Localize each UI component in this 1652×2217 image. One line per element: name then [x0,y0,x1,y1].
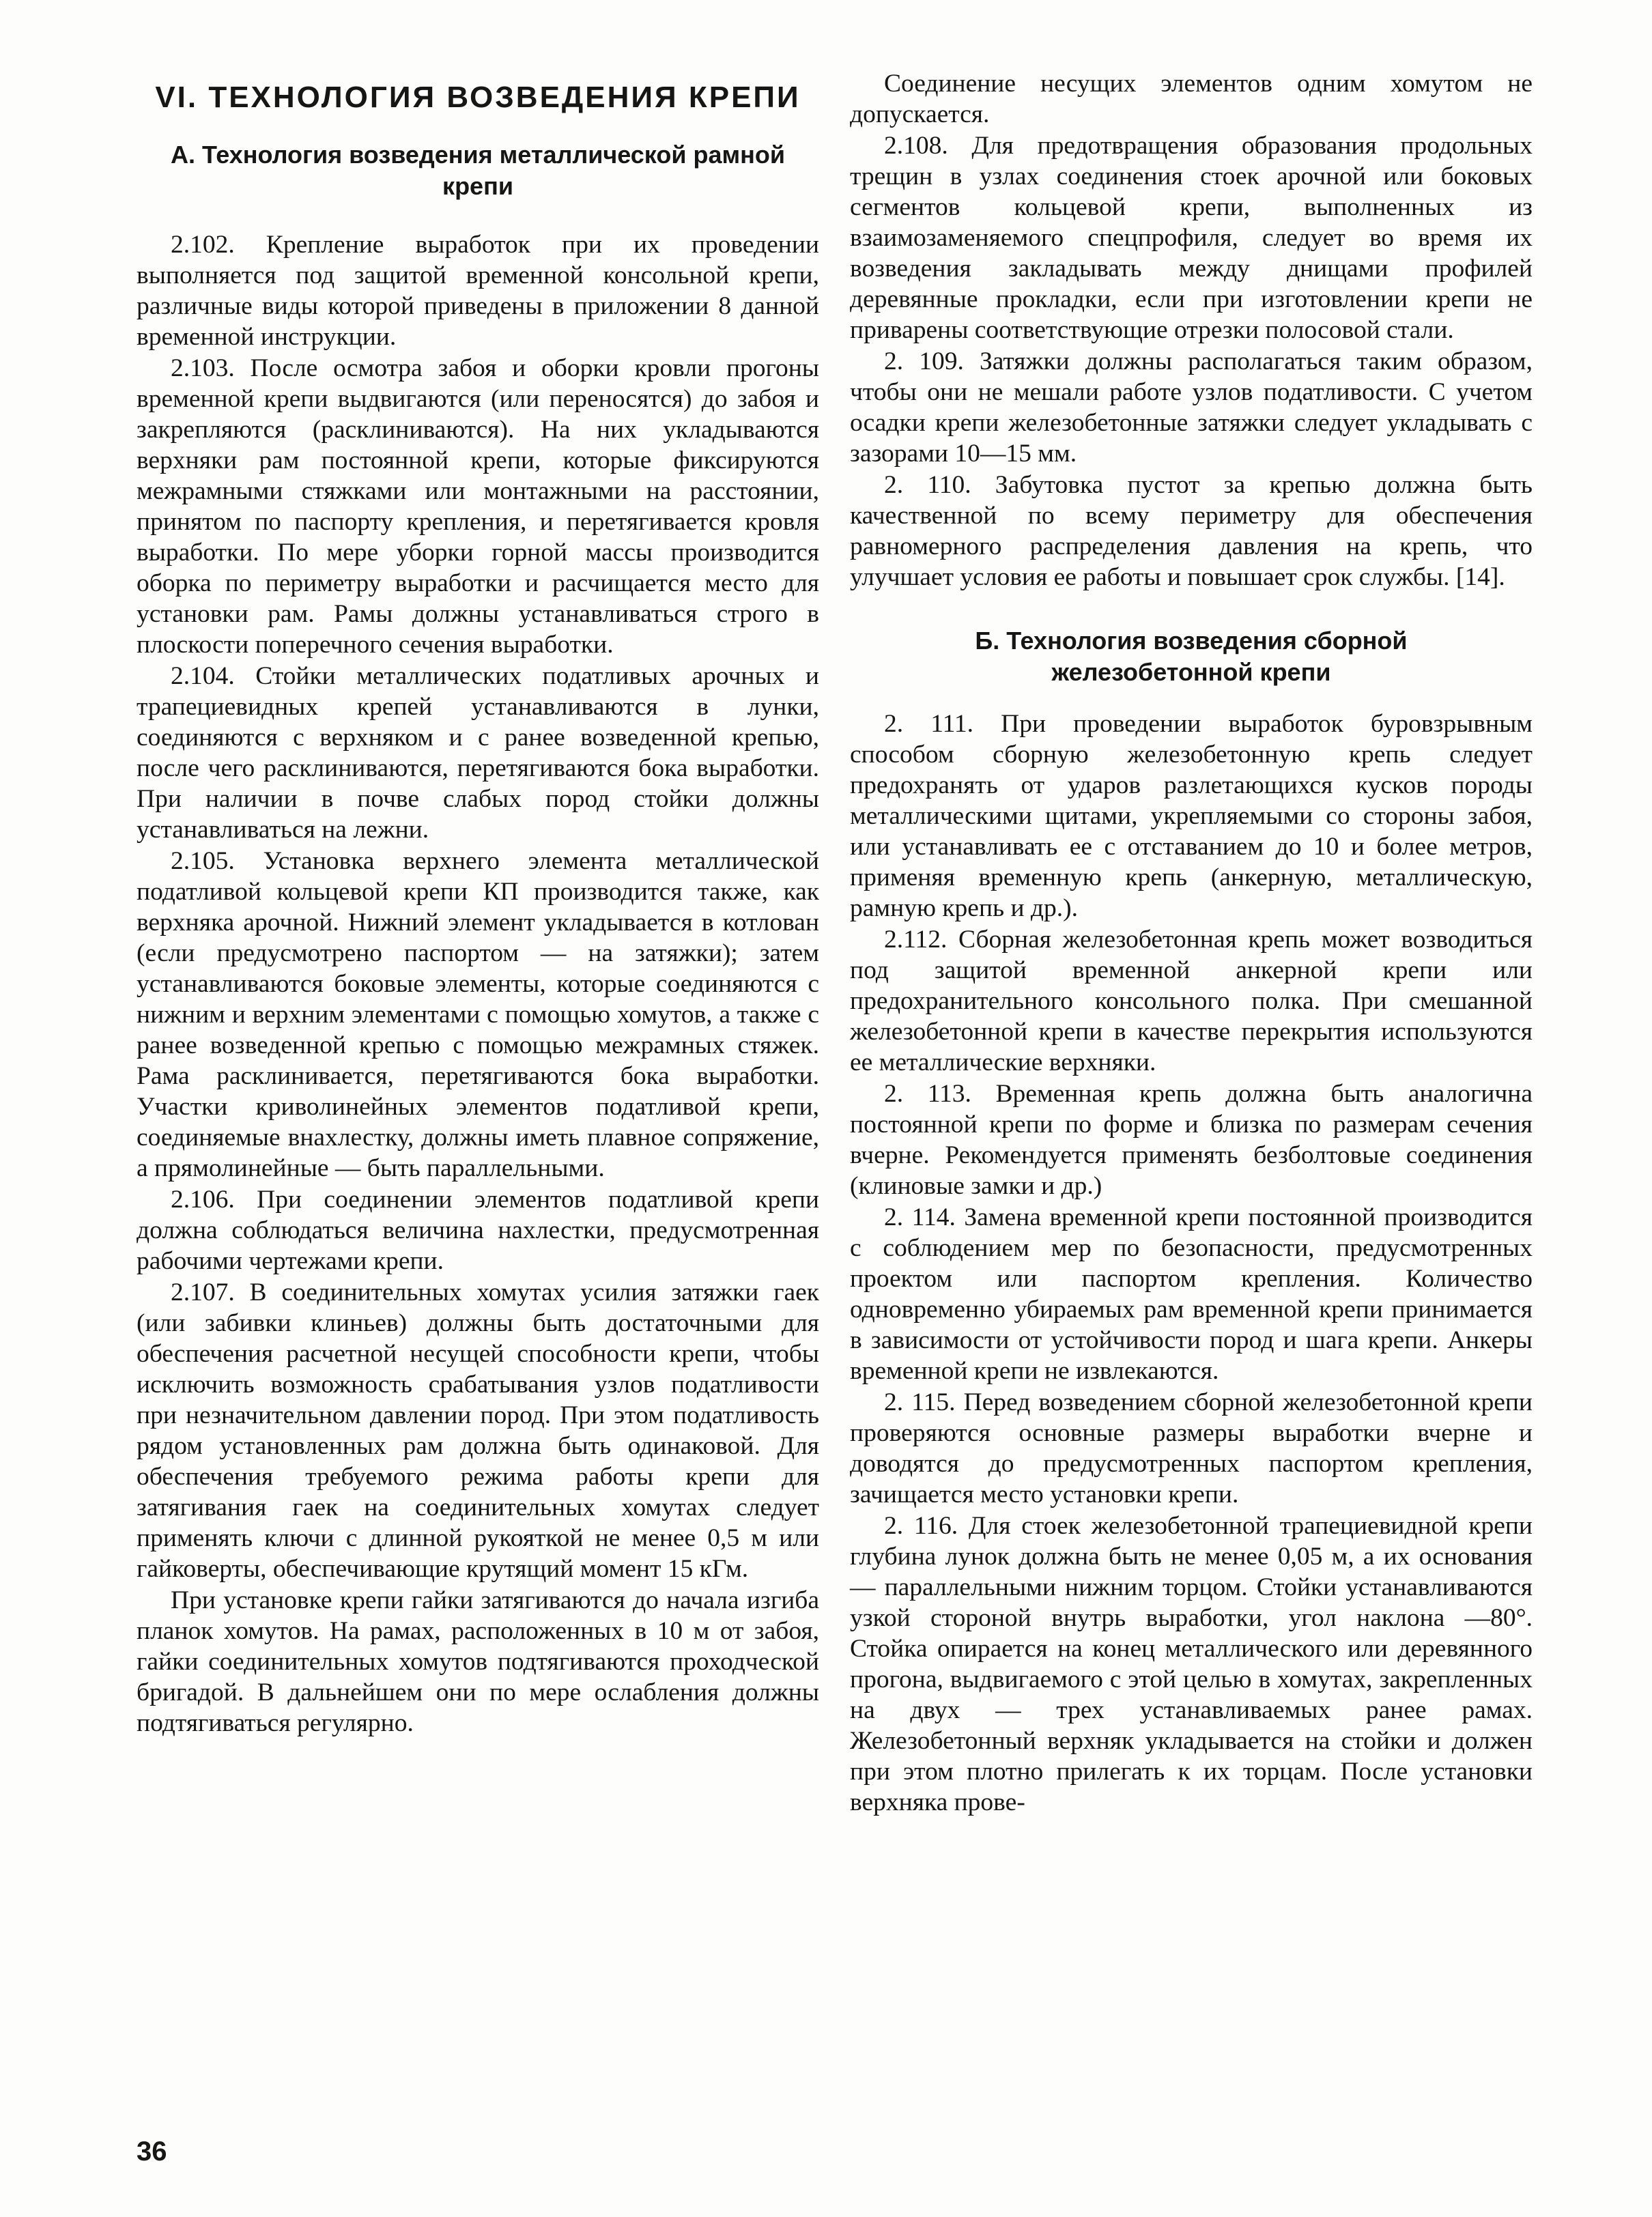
paragraph-2-109: 2. 109. Затяжки должны располагаться таким образом, чтобы они не мешали работе узлов податливости. С учетом осадки крепи железобетонные затяжки следует укладывать с зазорами 10—15 мм. [850,347,1533,468]
section-b-title: Б. Технология возведения сборной железобетонной крепи [975,627,1408,686]
paragraph-2-114: 2. 114. Замена временной крепи постоянной производится с соблюдением мер по безопасности, предусмотренных проектом или паспортом крепления. Количество одновременно убираемых рам временной крепи принимается в зависимости от устойчивости пород и шага крепи. Анкеры временной крепи не извлекаются. [850,1203,1533,1385]
right-column [850,68,1533,1818]
left-column [137,68,819,1739]
paragraph-2-110: 2. 110. Забутовка пустот за крепью должна быть качественной по всему периметру для обеспечения равномерного распределения давления на крепь, что улучшает условия ее работы и повышает срок службы. [14]. [850,471,1533,591]
paragraph-2-104: 2.104. Стойки металлических податливых арочных и трапециевидных крепей устанавливаются в лунки, соединяются с верхняком и с ранее возведенной крепью, после чего расклиниваются, перетягиваются бока выработки. При наличии в почве слабых пород стойки должны устанавливаться на лежни. [137,662,819,844]
paragraph-2-102: 2.102. Крепление выработок при их проведении выполняется под защитой временной консольной крепи, различные виды которой приведены в приложении 8 данной временной инструкции. [137,231,819,351]
paragraph-nut-tightening: При установке крепи гайки затягиваются до начала изгиба планок хомутов. На рамах, расположенных в 10 м от забоя, гайки соединительных хомутов подтягиваются проходческой бригадой. В дальнейшем они по мере ослабления должны подтягиваться регулярно. [137,1586,819,1737]
page-number: 36 [137,2136,167,2166]
paragraph-2-108: 2.108. Для предотвращения образования продольных трещин в узлах соединения стоек арочной или боковых сегментов кольцевой крепи, выполненных из взаимозаменяемого спецпрофиля, следует во время их возведения закладывать между днищами профилей деревянные прокладки, если при изготовлении крепи не приварены соответствующие отрезки полосовой стали. [850,132,1533,344]
section-a-title: А. Технология возведения металлической рамной крепи [171,141,785,200]
paragraph-2-116: 2. 116. Для стоек железобетонной трапециевидной крепи глубина лунок должна быть не менее 0,05 м, а их основания — параллельными нижним торцом. Стойки устанавливаются узкой стороной внутрь выработки, угол наклона —80°. Стойка опирается на конец металлического или деревянного прогона, выдвигаемого с этой целью в хомутах, закрепленных на двух — трех устанавливаемых ранее рамах. Железобетонный верхняк укладывается на стойки и должен при этом плотно прилегать к их торцам. После установки верхняка прове- [850,1512,1533,1816]
paragraph-continuation: Соединение несущих элементов одним хомутом не допускается. [850,70,1533,128]
paragraph-2-105: 2.105. Установка верхнего элемента металлической податливой кольцевой крепи КП производится также, как верхняка арочной. Нижний элемент укладывается в котлован (если предусмотрено паспортом — на затяжки); затем устанавливаются боковые элементы, которые соединяются с нижним и верхним элементами с помощью хомутов, а также с ранее возведенной крепью с помощью межрамных стяжек. Рама расклинивается, перетягиваются бока выработки. Участки криволинейных элементов податливой крепи, соединяемые внахлестку, должны иметь плавное сопряжение, а прямолинейные — быть параллельными. [137,847,819,1182]
paragraph-2-107: 2.107. В соединительных хомутах усилия затяжки гаек (или забивки клиньев) должны быть достаточными для обеспечения расчетной несущей способности крепи, чтобы исключить возможность срабатывания узлов податливости при незначительном давлении пород. При этом податливость рядом установленных рам должна быть одинаковой. Для обеспечения требуемого режима работы крепи для затягивания гаек на соединительных хомутах следует применять ключи с длинной рукояткой не менее 0,5 м или гайковерты, обеспечивающие крутящий момент 15 кГм. [137,1278,819,1583]
paragraph-2-106: 2.106. При соединении элементов податливой крепи должна соблюдаться величина нахлестки, предусмотренная рабочими чертежами крепи. [137,1186,819,1275]
paragraph-2-113: 2. 113. Временная крепь должна быть аналогична постоянной крепи по форме и близка по размерам сечения вчерне. Рекомендуется применять безболтовые соединения (клиновые замки и др.) [850,1080,1533,1200]
paragraph-2-111: 2. 111. При проведении выработок буровзрывным способом сборную железобетонную крепь следует предохранять от ударов разлетающихся кусков породы металлическими щитами, укрепляемыми со стороны забоя, или устанавливать ее с отставанием до 10 и более метров, применяя временную крепь (анкерную, металлическую, рамную крепь и др.). [850,710,1533,922]
chapter-title: VI. ТЕХНОЛОГИЯ ВОЗВЕДЕНИЯ КРЕПИ [155,81,801,114]
paragraph-2-112: 2.112. Сборная железобетонная крепь может возводиться под защитой временной анкерной крепи или предохранительного консольного полка. При смешанной железобетонной крепи в качестве перекрытия используются ее металлические верхняки. [850,926,1533,1076]
paragraph-2-103: 2.103. После осмотра забоя и оборки кровли прогоны временной крепи выдвигаются (или переносятся) до забоя и закрепляются (расклиниваются). На них укладываются верхняки рам постоянной крепи, которые фиксируются межрамными стяжками или монтажными на расстоянии, принятом по паспорту крепления, и перетягивается кровля выработки. По мере уборки горной массы производится оборка по периметру выработки и расчищается место для установки рам. Рамы должны устанавливаться строго в плоскости поперечного сечения выработки. [137,354,819,659]
paragraph-2-115: 2. 115. Перед возведением сборной железобетонной крепи проверяются основные размеры выработки вчерне и доводятся до предусмотренных паспортом крепления, зачищается место установки крепи. [850,1388,1533,1508]
